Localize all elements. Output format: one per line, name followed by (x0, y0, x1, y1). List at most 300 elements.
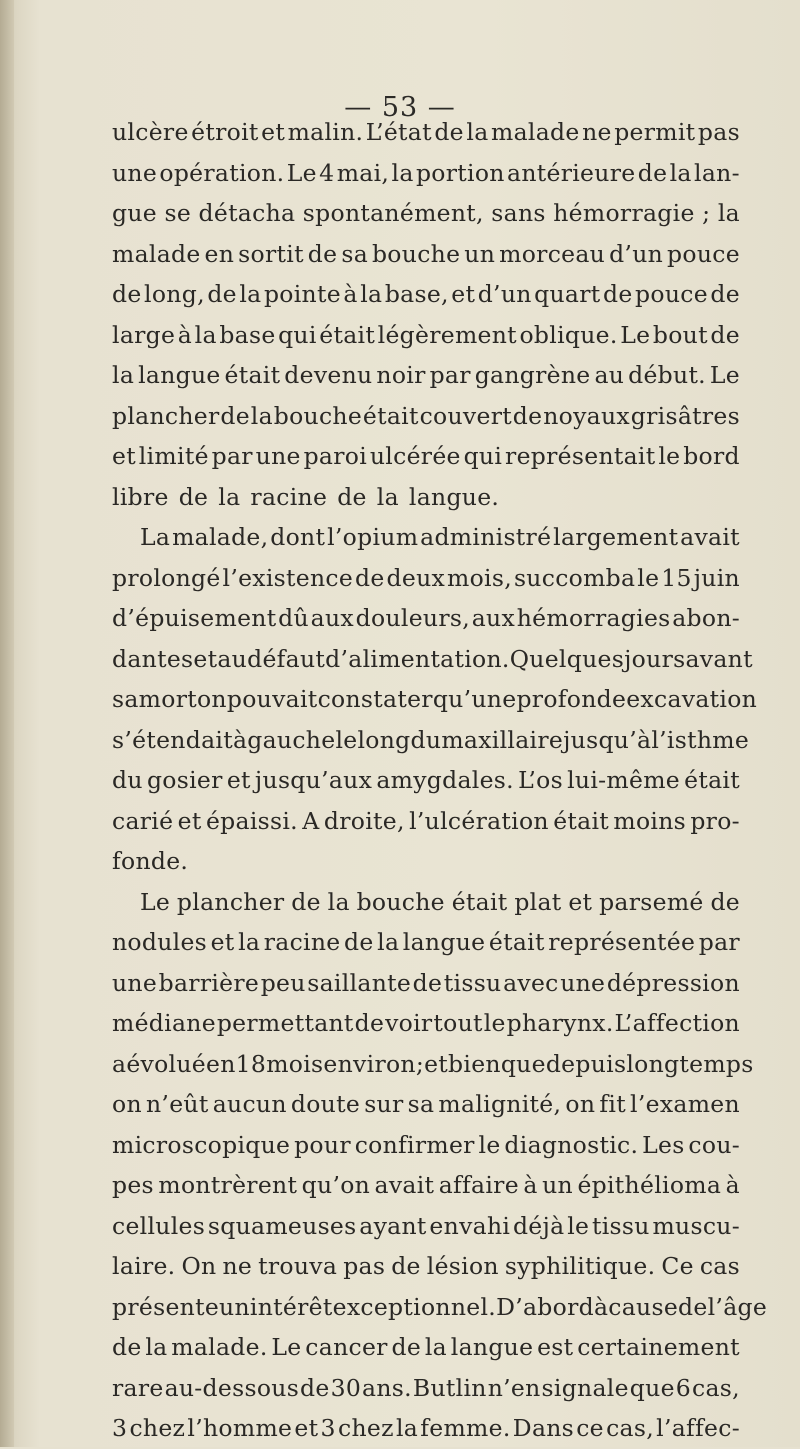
page-number: — 53 — (344, 92, 456, 123)
word: la (360, 280, 383, 308)
word: Le (140, 887, 171, 916)
word: morceau (499, 239, 606, 268)
word: ne (222, 1252, 253, 1280)
word: la (391, 158, 414, 187)
word: bout (652, 320, 708, 349)
word: le (567, 1211, 590, 1240)
word: de (112, 280, 142, 308)
word: tout (433, 1009, 483, 1037)
word: femme. (420, 1414, 511, 1442)
word: de (178, 482, 209, 511)
text-line (112, 153, 740, 194)
word: par (429, 361, 471, 389)
word: administré (420, 523, 552, 551)
word: trouva (258, 1252, 338, 1280)
word: 3 (320, 1414, 336, 1442)
word: juin (693, 563, 740, 592)
word: profonde (516, 685, 627, 713)
word: 6 (675, 1373, 692, 1402)
word: pro- (690, 806, 740, 835)
word: chez (337, 1414, 394, 1442)
word: intérêt (249, 1292, 333, 1321)
word: cause (608, 1292, 679, 1321)
text-line (112, 801, 740, 842)
word: opération. (159, 158, 285, 187)
word: en (204, 239, 235, 268)
word: d’un (609, 239, 664, 268)
word: qui (278, 320, 317, 349)
word: base, (384, 280, 449, 308)
word: pes (112, 1171, 154, 1199)
word: bord (683, 442, 740, 470)
text-line (112, 841, 740, 882)
word: cas (699, 1252, 740, 1280)
word: d’un (477, 280, 532, 308)
word: sa (407, 1090, 435, 1118)
word: long (357, 725, 411, 754)
word: Le (286, 158, 317, 187)
word: signale (541, 1373, 629, 1402)
word: prolongé (112, 563, 221, 592)
word: d’épuisement (112, 604, 277, 632)
word: le (658, 442, 681, 470)
word: L’os (518, 766, 563, 794)
word: aux (471, 604, 516, 632)
word: pouvait (226, 685, 318, 713)
word: on (112, 1090, 142, 1118)
word: de (637, 158, 668, 187)
page-edge-shadow (0, 0, 14, 1447)
text-line (112, 1044, 754, 1085)
word: on (565, 1090, 596, 1118)
word: la (218, 482, 241, 511)
word: carié (112, 806, 174, 835)
word: pas (697, 118, 740, 146)
word: le (483, 1009, 506, 1037)
word: pointe (263, 280, 341, 308)
word: l’opium (327, 523, 419, 551)
word: la (327, 887, 350, 916)
word: saillante (307, 968, 412, 997)
word: plancher (176, 887, 285, 916)
word: malade (112, 239, 201, 268)
word: une (560, 968, 606, 997)
word: large (112, 320, 176, 349)
text-line (112, 315, 740, 356)
text-line (112, 1408, 740, 1449)
word: à (232, 725, 248, 754)
word: envahi (429, 1211, 511, 1240)
word: de (391, 1333, 422, 1361)
word: La (140, 523, 171, 551)
word: de (300, 1373, 330, 1402)
word: dépression (606, 968, 740, 997)
word: l’affec- (656, 1414, 740, 1442)
text-line (112, 436, 740, 477)
text-line (112, 558, 740, 599)
word: la (239, 280, 262, 308)
word: en (206, 1049, 236, 1078)
word: cou- (688, 1130, 740, 1159)
word: que (629, 1373, 675, 1402)
word: D’abord (496, 1292, 594, 1321)
word: un (464, 239, 496, 268)
word: de (412, 968, 443, 997)
word: défaut (247, 644, 326, 673)
word: environ (323, 1049, 416, 1078)
word: langue. (408, 482, 500, 511)
word: était (451, 887, 508, 916)
word: dû (278, 604, 309, 632)
word: la (194, 320, 217, 349)
text-line (112, 1125, 740, 1166)
word: mois (266, 1049, 324, 1078)
word: représentée (548, 928, 696, 956)
word: une (255, 442, 301, 470)
word: le (335, 725, 358, 754)
word: doute (290, 1090, 361, 1118)
word: à (343, 280, 358, 308)
word: nodules (112, 928, 208, 956)
word: langue (138, 361, 221, 389)
word: succomba (513, 563, 636, 592)
word: début. (628, 361, 706, 389)
text-line (112, 720, 750, 761)
word: plancher (112, 401, 220, 430)
word: aucun (212, 1090, 287, 1118)
word: l’ulcération (409, 806, 549, 835)
word: dantes (112, 644, 194, 673)
word: avant (685, 644, 753, 673)
word: diagnostic. (504, 1130, 639, 1159)
text-line (112, 598, 740, 639)
word: ulcère (112, 118, 189, 146)
word: racine (263, 928, 341, 956)
word: bien (448, 1049, 501, 1078)
text-line (112, 1003, 740, 1044)
word: affaire (438, 1171, 519, 1199)
word: ne (582, 118, 612, 146)
word: pouce (667, 239, 740, 268)
word: est (537, 1333, 574, 1361)
word: de (603, 280, 633, 308)
word: barrière (158, 968, 260, 997)
word: de (710, 887, 740, 916)
word: Ce (661, 1252, 694, 1280)
word: lésion (426, 1252, 499, 1280)
word: cas, (692, 1373, 740, 1402)
text-line (112, 639, 753, 680)
word: de (112, 1333, 142, 1361)
word: l’homme (187, 1414, 293, 1442)
word: malade. (171, 1333, 268, 1361)
word: jours (624, 644, 686, 673)
word: racine (250, 482, 328, 511)
word: parsemé (599, 887, 704, 916)
text-line (112, 1287, 768, 1328)
text-line (112, 922, 740, 963)
word: sa (112, 685, 139, 713)
word: hémorragies (516, 604, 671, 632)
word: mois, (447, 563, 512, 592)
word: et (424, 1049, 449, 1078)
word: qui (463, 442, 503, 470)
word: pour (294, 1130, 351, 1159)
word: bouche (356, 887, 445, 916)
word: gauche (247, 725, 336, 754)
word: hémorragie (553, 199, 695, 227)
word: la (669, 158, 692, 187)
word: ; (415, 1049, 425, 1078)
word: représentait (505, 442, 656, 470)
word: longtemps (626, 1049, 754, 1078)
word: permettant (216, 1009, 354, 1037)
word: de (291, 887, 321, 916)
word: la (112, 361, 135, 389)
word: de (678, 1292, 708, 1321)
word: bouche (273, 401, 363, 430)
word: et (568, 887, 593, 916)
text-line (112, 1165, 740, 1206)
word: de (355, 563, 385, 592)
word: mai, (336, 158, 390, 187)
word: rare (112, 1373, 164, 1402)
word: légèrement (377, 320, 517, 349)
word: une (112, 968, 158, 997)
word: on (196, 685, 227, 713)
word: la (238, 928, 261, 956)
word: était (362, 401, 419, 430)
word: noir (376, 361, 426, 389)
word: moins (613, 806, 687, 835)
word: cancer (305, 1333, 388, 1361)
word: lui-même (567, 766, 680, 794)
word: L’état (365, 118, 432, 146)
word: au (217, 644, 248, 673)
word: couvert (419, 401, 512, 430)
text-line (112, 517, 740, 558)
word: deux (386, 563, 446, 592)
word: et (261, 118, 286, 146)
word: le (637, 563, 660, 592)
word: aux (310, 604, 354, 632)
word: droite, (323, 806, 405, 835)
word: se (164, 199, 192, 227)
word: gosier (146, 766, 223, 794)
word: de (207, 280, 237, 308)
word: mort (138, 685, 197, 713)
word: L’affection (614, 1009, 740, 1037)
word: qu’on (301, 1171, 371, 1199)
word: de (344, 928, 374, 956)
word: Butlin (412, 1373, 487, 1402)
word: jusqu’à (563, 725, 652, 754)
word: la (377, 928, 400, 956)
word: constater (317, 685, 433, 713)
word: gue (112, 199, 157, 227)
word: gangrène (474, 361, 591, 389)
text-line (112, 1206, 740, 1247)
word: sortit (238, 239, 304, 268)
word: avec (503, 968, 559, 997)
word: pharynx. (506, 1009, 614, 1037)
word: épaissi. (205, 806, 298, 835)
text-line (112, 112, 740, 153)
word: muscu- (652, 1211, 740, 1240)
word: excavation (626, 685, 758, 713)
word: 18 (235, 1049, 267, 1078)
word: Le (271, 1333, 302, 1361)
word: de (710, 280, 740, 308)
word: laire. (112, 1252, 176, 1280)
word: tissu (443, 968, 502, 997)
word: et (193, 644, 218, 673)
word: confirmer (354, 1130, 475, 1159)
word: ulcérée (369, 442, 461, 470)
text-line (112, 882, 740, 923)
word: Le (620, 320, 651, 349)
word: langue (450, 1333, 534, 1361)
word: ; (702, 199, 711, 227)
word: avait (374, 1171, 435, 1199)
word: par (211, 442, 253, 470)
word: qu’une (432, 685, 517, 713)
word: un (219, 1292, 250, 1321)
word: s’étendait (112, 725, 233, 754)
word: détacha (198, 199, 296, 227)
word: de (337, 482, 367, 511)
word: Quelques (509, 644, 625, 673)
word: pas (343, 1252, 386, 1280)
word: exceptionnel. (332, 1292, 497, 1321)
text-line (112, 477, 740, 518)
word: était (553, 806, 610, 835)
word: Les (642, 1130, 685, 1159)
word: fonde. (112, 847, 189, 875)
word: était (224, 361, 281, 389)
word: sans (491, 199, 546, 227)
word: la (424, 1333, 447, 1361)
word: Dans (512, 1414, 575, 1442)
word: la (717, 199, 740, 227)
word: l’isthme (651, 725, 750, 754)
word: portion (415, 158, 505, 187)
text-line (112, 1246, 740, 1287)
text-line (112, 963, 740, 1004)
word: maxillaire (441, 725, 564, 754)
word: langue (402, 928, 486, 956)
text-line (112, 760, 740, 801)
word: étroit (191, 118, 259, 146)
word: chez (129, 1414, 186, 1442)
word: sa (341, 239, 368, 268)
word: amygdales. (376, 766, 514, 794)
word: de (354, 1009, 385, 1037)
word: présente (112, 1292, 220, 1321)
word: bouche (371, 239, 461, 268)
word: ans. (362, 1373, 412, 1402)
word: long, (144, 280, 205, 308)
word: lan- (694, 158, 740, 187)
word: de (307, 239, 338, 268)
word: la (250, 401, 273, 430)
word: Le (709, 361, 740, 389)
word: malade, (172, 523, 269, 551)
word: de (391, 1252, 421, 1280)
word: jusqu’aux (254, 766, 373, 794)
word: n’en (487, 1373, 541, 1402)
word: voir (385, 1009, 433, 1037)
word: la (376, 482, 399, 511)
word: l’examen (630, 1090, 740, 1118)
word: déjà (512, 1211, 565, 1240)
word: paroi (303, 442, 368, 470)
word: ayant (359, 1211, 427, 1240)
word: avait (680, 523, 740, 551)
word: tissu (591, 1211, 650, 1240)
word: et (451, 280, 476, 308)
word: n’eût (146, 1090, 209, 1118)
body-text (112, 112, 768, 1449)
word: a (112, 1049, 127, 1078)
word: 15 (661, 563, 692, 592)
word: oblique. (519, 320, 618, 349)
word: de (220, 401, 250, 430)
word: de (434, 118, 464, 146)
text-line (112, 1368, 740, 1409)
text-line (112, 274, 740, 315)
word: malignité, (438, 1090, 562, 1118)
word: et (112, 442, 136, 470)
word: permit (614, 118, 696, 146)
word: était (488, 928, 545, 956)
word: et (210, 928, 235, 956)
word: d’alimentation. (325, 644, 510, 673)
word: A (302, 806, 320, 835)
word: médiane (112, 1009, 216, 1037)
word: du (112, 766, 143, 794)
word: spontanément, (302, 199, 484, 227)
word: et (294, 1414, 319, 1442)
word: peu (260, 968, 306, 997)
word: abon- (672, 604, 740, 632)
word: un (542, 1171, 573, 1199)
text-line (112, 1327, 740, 1368)
word: au (594, 361, 625, 389)
word: le (478, 1130, 501, 1159)
word: à (523, 1171, 538, 1199)
word: cellules (112, 1211, 206, 1240)
word: et (177, 806, 202, 835)
text-line (112, 234, 740, 275)
word: évolué (126, 1049, 207, 1078)
word: antérieure (507, 158, 636, 187)
word: que (500, 1049, 546, 1078)
word: fit (599, 1090, 626, 1118)
word: malin. (287, 118, 364, 146)
word: cas, (606, 1414, 654, 1442)
word: l’existence (222, 563, 354, 592)
word: malade (491, 118, 580, 146)
word: certainement (577, 1333, 740, 1361)
word: une (112, 158, 158, 187)
word: montrèrent (158, 1171, 298, 1199)
text-line (112, 355, 740, 396)
word: de (710, 320, 740, 349)
word: la (145, 1333, 168, 1361)
word: et (226, 766, 251, 794)
word: plat (514, 887, 562, 916)
